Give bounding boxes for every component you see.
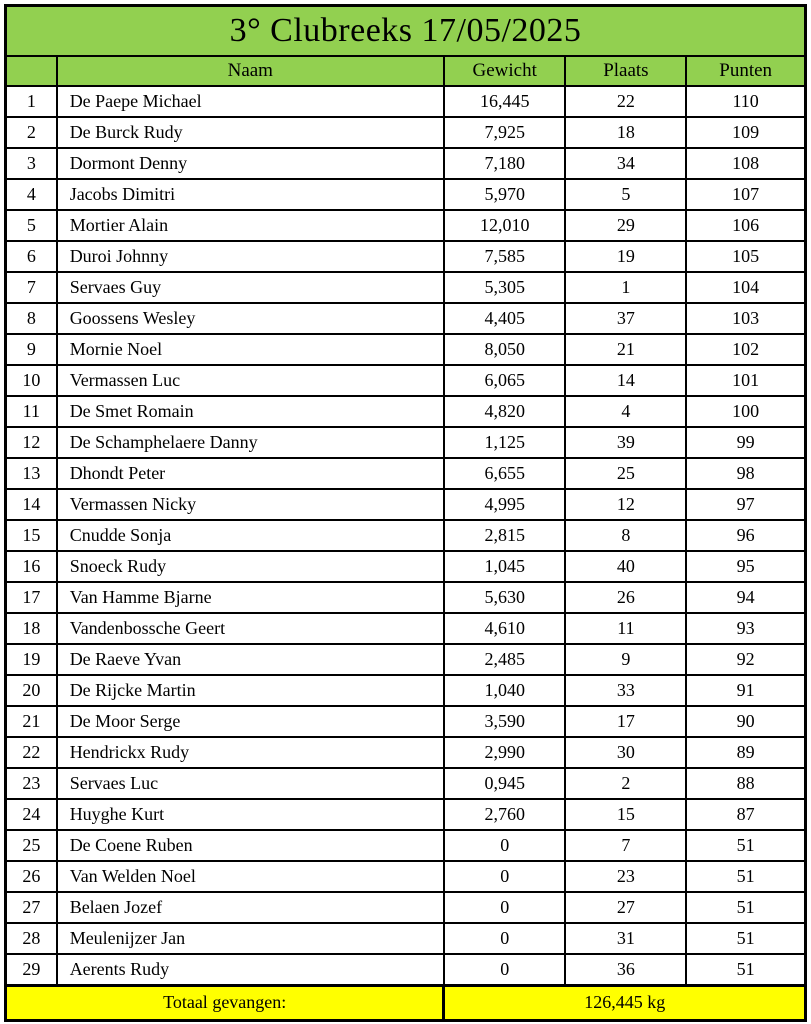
rank-cell: 21 [6, 706, 57, 737]
table-body [6, 86, 806, 985]
totals-row [6, 985, 806, 1020]
name-cell: Van Hamme Bjarne [57, 582, 444, 613]
weight-cell: 0 [444, 830, 566, 861]
rank-cell: 12 [6, 427, 57, 458]
weight-cell: 2,485 [444, 644, 566, 675]
points-cell: 107 [686, 179, 805, 210]
points-cell: 92 [686, 644, 805, 675]
place-cell: 9 [565, 644, 686, 675]
column-header-place: Plaats [565, 56, 686, 86]
rank-cell: 11 [6, 396, 57, 427]
table-row [6, 427, 806, 458]
weight-cell: 7,180 [444, 148, 566, 179]
place-cell: 17 [565, 706, 686, 737]
name-cell: De Smet Romain [57, 396, 444, 427]
table-row [6, 86, 806, 117]
weight-cell: 12,010 [444, 210, 566, 241]
table-row [6, 179, 806, 210]
name-cell: Van Welden Noel [57, 861, 444, 892]
rank-cell: 13 [6, 458, 57, 489]
table-row [6, 303, 806, 334]
table-row [6, 706, 806, 737]
points-cell: 51 [686, 830, 805, 861]
weight-cell: 7,585 [444, 241, 566, 272]
rank-cell: 9 [6, 334, 57, 365]
rank-cell: 10 [6, 365, 57, 396]
table-row [6, 799, 806, 830]
name-cell: Vermassen Nicky [57, 489, 444, 520]
name-cell: Aerents Rudy [57, 954, 444, 985]
name-cell: Goossens Wesley [57, 303, 444, 334]
place-cell: 27 [565, 892, 686, 923]
name-cell: De Burck Rudy [57, 117, 444, 148]
name-cell: Mortier Alain [57, 210, 444, 241]
place-cell: 5 [565, 179, 686, 210]
place-cell: 31 [565, 923, 686, 954]
rank-cell: 23 [6, 768, 57, 799]
place-cell: 22 [565, 86, 686, 117]
weight-cell: 1,040 [444, 675, 566, 706]
place-cell: 26 [565, 582, 686, 613]
name-cell: Vandenbossche Geert [57, 613, 444, 644]
points-cell: 109 [686, 117, 805, 148]
rank-cell: 6 [6, 241, 57, 272]
name-cell: Servaes Guy [57, 272, 444, 303]
name-cell: De Moor Serge [57, 706, 444, 737]
rank-cell: 8 [6, 303, 57, 334]
rank-cell: 2 [6, 117, 57, 148]
points-cell: 99 [686, 427, 805, 458]
column-header-name: Naam [57, 56, 444, 86]
rank-cell: 5 [6, 210, 57, 241]
weight-cell: 2,815 [444, 520, 566, 551]
weight-cell: 6,655 [444, 458, 566, 489]
place-cell: 14 [565, 365, 686, 396]
place-cell: 12 [565, 489, 686, 520]
table-row [6, 210, 806, 241]
place-cell: 4 [565, 396, 686, 427]
rank-cell: 16 [6, 551, 57, 582]
place-cell: 37 [565, 303, 686, 334]
table-row [6, 148, 806, 179]
points-cell: 97 [686, 489, 805, 520]
points-cell: 108 [686, 148, 805, 179]
weight-cell: 1,045 [444, 551, 566, 582]
name-cell: Cnudde Sonja [57, 520, 444, 551]
place-cell: 23 [565, 861, 686, 892]
weight-cell: 0 [444, 923, 566, 954]
weight-cell: 3,590 [444, 706, 566, 737]
place-cell: 1 [565, 272, 686, 303]
weight-cell: 5,630 [444, 582, 566, 613]
points-cell: 90 [686, 706, 805, 737]
name-cell: De Coene Ruben [57, 830, 444, 861]
weight-cell: 5,970 [444, 179, 566, 210]
weight-cell: 4,995 [444, 489, 566, 520]
name-cell: Vermassen Luc [57, 365, 444, 396]
place-cell: 7 [565, 830, 686, 861]
rank-cell: 15 [6, 520, 57, 551]
points-cell: 51 [686, 954, 805, 985]
place-cell: 15 [565, 799, 686, 830]
weight-cell: 0 [444, 954, 566, 985]
place-cell: 30 [565, 737, 686, 768]
table-row [6, 365, 806, 396]
weight-cell: 4,820 [444, 396, 566, 427]
place-cell: 19 [565, 241, 686, 272]
column-header-rank [6, 56, 57, 86]
points-cell: 51 [686, 923, 805, 954]
place-cell: 39 [565, 427, 686, 458]
name-cell: Jacobs Dimitri [57, 179, 444, 210]
rank-cell: 3 [6, 148, 57, 179]
weight-cell: 1,125 [444, 427, 566, 458]
weight-cell: 0,945 [444, 768, 566, 799]
points-cell: 105 [686, 241, 805, 272]
totals-value: 126,445 kg [444, 985, 806, 1020]
rank-cell: 19 [6, 644, 57, 675]
table-row [6, 644, 806, 675]
table-row [6, 737, 806, 768]
rank-cell: 4 [6, 179, 57, 210]
column-header-points: Punten [686, 56, 805, 86]
points-cell: 88 [686, 768, 805, 799]
rank-cell: 17 [6, 582, 57, 613]
name-cell: Dormont Denny [57, 148, 444, 179]
points-cell: 102 [686, 334, 805, 365]
rank-cell: 26 [6, 861, 57, 892]
points-cell: 100 [686, 396, 805, 427]
table-row [6, 241, 806, 272]
points-cell: 93 [686, 613, 805, 644]
table-row [6, 117, 806, 148]
column-header-row [6, 56, 806, 86]
place-cell: 40 [565, 551, 686, 582]
place-cell: 18 [565, 117, 686, 148]
points-cell: 110 [686, 86, 805, 117]
weight-cell: 2,990 [444, 737, 566, 768]
weight-cell: 7,925 [444, 117, 566, 148]
table-row [6, 551, 806, 582]
points-cell: 96 [686, 520, 805, 551]
name-cell: Duroi Johnny [57, 241, 444, 272]
points-cell: 51 [686, 892, 805, 923]
rank-cell: 7 [6, 272, 57, 303]
weight-cell: 4,610 [444, 613, 566, 644]
title-row [6, 6, 806, 57]
place-cell: 21 [565, 334, 686, 365]
points-cell: 51 [686, 861, 805, 892]
points-cell: 104 [686, 272, 805, 303]
name-cell: De Rijcke Martin [57, 675, 444, 706]
place-cell: 11 [565, 613, 686, 644]
name-cell: Hendrickx Rudy [57, 737, 444, 768]
rank-cell: 27 [6, 892, 57, 923]
rank-cell: 29 [6, 954, 57, 985]
table-row [6, 861, 806, 892]
table-row [6, 675, 806, 706]
table-row [6, 613, 806, 644]
weight-cell: 6,065 [444, 365, 566, 396]
name-cell: De Paepe Michael [57, 86, 444, 117]
place-cell: 29 [565, 210, 686, 241]
place-cell: 25 [565, 458, 686, 489]
place-cell: 33 [565, 675, 686, 706]
points-cell: 91 [686, 675, 805, 706]
weight-cell: 4,405 [444, 303, 566, 334]
table-row [6, 923, 806, 954]
results-table [4, 4, 807, 1022]
name-cell: Huyghe Kurt [57, 799, 444, 830]
rank-cell: 24 [6, 799, 57, 830]
table-row [6, 954, 806, 985]
weight-cell: 8,050 [444, 334, 566, 365]
points-cell: 95 [686, 551, 805, 582]
weight-cell: 16,445 [444, 86, 566, 117]
points-cell: 101 [686, 365, 805, 396]
points-cell: 98 [686, 458, 805, 489]
name-cell: Dhondt Peter [57, 458, 444, 489]
table-row [6, 334, 806, 365]
rank-cell: 28 [6, 923, 57, 954]
table-row [6, 520, 806, 551]
rank-cell: 22 [6, 737, 57, 768]
rank-cell: 18 [6, 613, 57, 644]
rank-cell: 20 [6, 675, 57, 706]
rank-cell: 14 [6, 489, 57, 520]
column-header-weight: Gewicht [444, 56, 566, 86]
place-cell: 8 [565, 520, 686, 551]
points-cell: 103 [686, 303, 805, 334]
points-cell: 106 [686, 210, 805, 241]
name-cell: Servaes Luc [57, 768, 444, 799]
points-cell: 89 [686, 737, 805, 768]
name-cell: Mornie Noel [57, 334, 444, 365]
table-row [6, 396, 806, 427]
points-cell: 87 [686, 799, 805, 830]
name-cell: De Schamphelaere Danny [57, 427, 444, 458]
place-cell: 36 [565, 954, 686, 985]
table-row [6, 582, 806, 613]
name-cell: De Raeve Yvan [57, 644, 444, 675]
weight-cell: 0 [444, 892, 566, 923]
place-cell: 2 [565, 768, 686, 799]
table-row [6, 768, 806, 799]
table-row [6, 892, 806, 923]
place-cell: 34 [565, 148, 686, 179]
name-cell: Snoeck Rudy [57, 551, 444, 582]
weight-cell: 5,305 [444, 272, 566, 303]
table-row [6, 489, 806, 520]
points-cell: 94 [686, 582, 805, 613]
name-cell: Belaen Jozef [57, 892, 444, 923]
weight-cell: 2,760 [444, 799, 566, 830]
weight-cell: 0 [444, 861, 566, 892]
table-row [6, 830, 806, 861]
name-cell: Meulenijzer Jan [57, 923, 444, 954]
totals-label: Totaal gevangen: [6, 985, 444, 1020]
page-title: 3° Clubreeks 17/05/2025 [6, 6, 806, 57]
rank-cell: 1 [6, 86, 57, 117]
table-row [6, 458, 806, 489]
rank-cell: 25 [6, 830, 57, 861]
table-row [6, 272, 806, 303]
